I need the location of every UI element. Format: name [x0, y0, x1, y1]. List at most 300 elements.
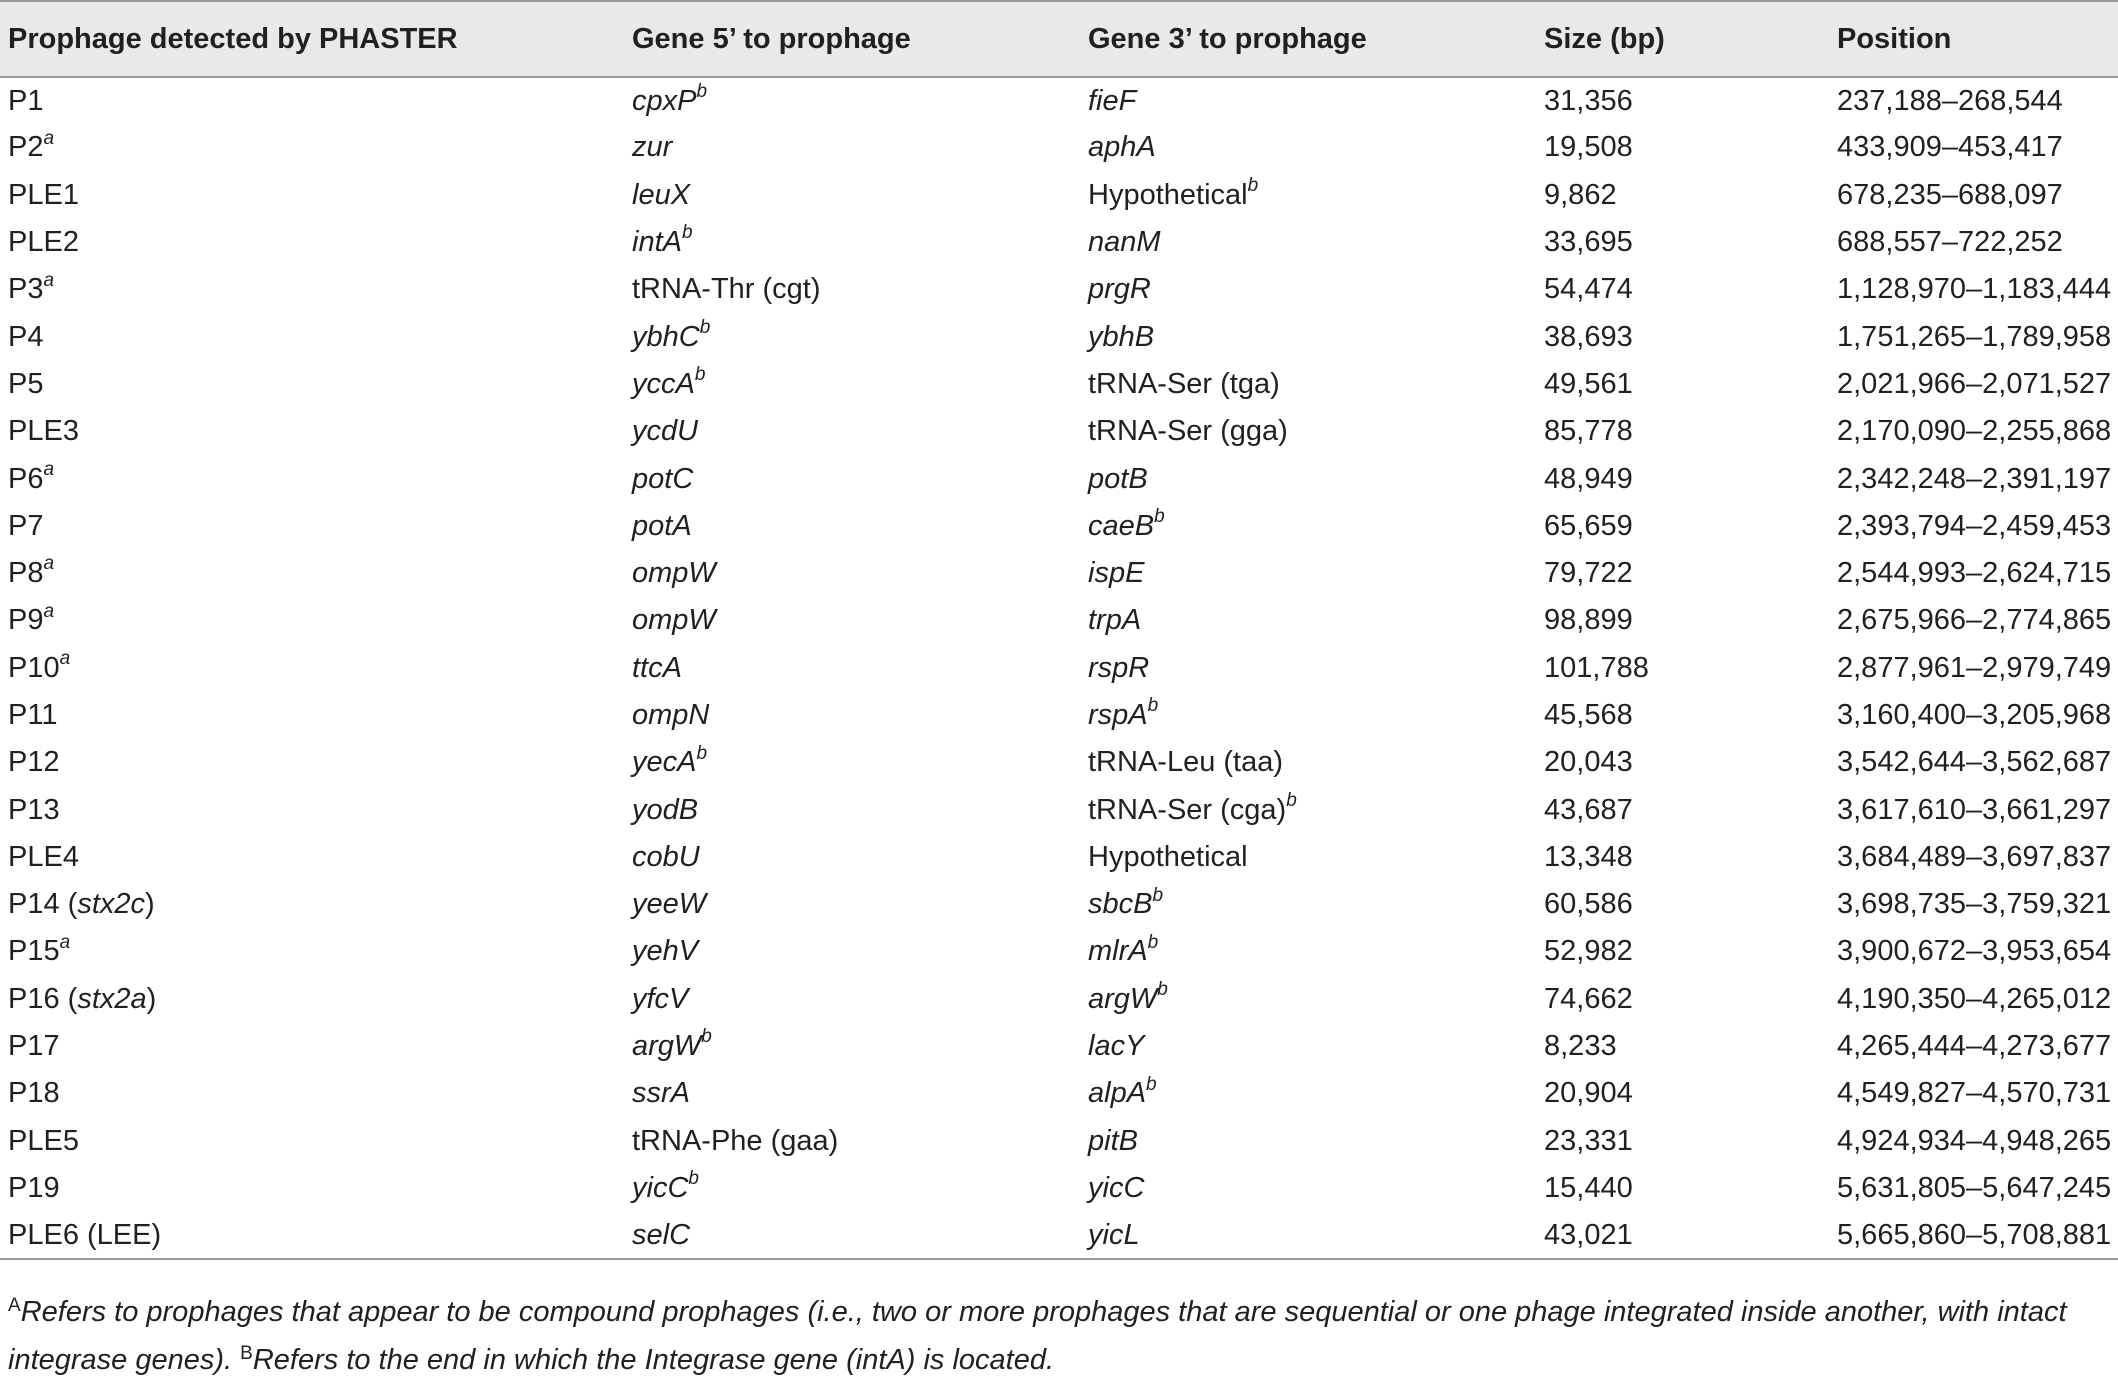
cell-gene-3 — [1080, 172, 1536, 219]
cell-gene-3-text: alpA — [1088, 1077, 1147, 1110]
cell-gene-3-text: tRNA-Ser (gga) — [1088, 415, 1288, 448]
cell-prophage-text: PLE4 — [8, 840, 79, 873]
header-prophage: Prophage detected by PHASTER — [0, 1, 624, 77]
cell-gene-3 — [1080, 361, 1536, 408]
header-gene-3: Gene 3’ to prophage — [1080, 1, 1536, 77]
cell-prophage: P16 (stx2a) — [8, 982, 157, 1015]
table-row — [0, 1165, 2118, 1212]
cell-prophage-text: P9 — [8, 604, 44, 637]
cell-gene-3 — [1080, 124, 1536, 171]
cell-prophage — [0, 1212, 624, 1259]
cell-position-text: 678,235–688,097 — [1837, 178, 2063, 211]
cell-size-text: 23,331 — [1544, 1124, 1633, 1157]
cell-position — [1829, 1023, 2118, 1070]
table-row — [0, 219, 2118, 266]
cell-prophage-text: P14 — [8, 888, 60, 921]
cell-position — [1829, 976, 2118, 1023]
cell-prophage-footnote-mark: a — [59, 931, 71, 953]
cell-prophage-text: PLE2 — [8, 226, 79, 259]
cell-prophage-text: P16 — [8, 982, 60, 1015]
cell-gene-5 — [624, 1023, 1080, 1070]
cell-gene-3-text: aphA — [1088, 131, 1156, 164]
cell-position — [1829, 313, 2118, 360]
cell-gene-3 — [1080, 1212, 1536, 1259]
cell-prophage-note: stx2a — [77, 982, 147, 1015]
cell-position-text: 3,684,489–3,697,837 — [1837, 840, 2112, 873]
cell-gene-5-text: ompW — [632, 557, 716, 590]
cell-size-text: 9,862 — [1544, 178, 1617, 211]
cell-gene-5-text: cpxP — [632, 84, 697, 117]
cell-gene-5 — [624, 786, 1080, 833]
footnote-mark-a: A — [8, 1295, 21, 1316]
cell-gene-3-text: yicL — [1088, 1218, 1140, 1251]
cell-size-text: 85,778 — [1544, 415, 1633, 448]
cell-gene-5-text: ycdU — [632, 415, 699, 448]
cell-gene-3 — [1080, 692, 1536, 739]
table-row — [0, 172, 2118, 219]
cell-position-text: 4,549,827–4,570,731 — [1837, 1077, 2112, 1110]
cell-position-text: 433,909–453,417 — [1837, 131, 2063, 164]
cell-position — [1829, 928, 2118, 975]
cell-prophage — [0, 1070, 624, 1117]
cell-gene-3-text: Hypothetical — [1088, 840, 1248, 873]
header-gene-5: Gene 5’ to prophage — [624, 1, 1080, 77]
cell-prophage — [0, 124, 624, 171]
cell-gene-5 — [624, 1165, 1080, 1212]
cell-position-text: 5,631,805–5,647,245 — [1837, 1171, 2112, 1204]
cell-position-text: 3,160,400–3,205,968 — [1837, 699, 2112, 731]
cell-size-text: 19,508 — [1544, 131, 1633, 164]
table-row — [0, 408, 2118, 455]
cell-position-text: 1,128,970–1,183,444 — [1837, 273, 2112, 306]
cell-gene-3 — [1080, 1165, 1536, 1212]
cell-size-text: 45,568 — [1544, 699, 1633, 731]
cell-position-text: 2,877,961–2,979,749 — [1837, 651, 2112, 684]
cell-prophage — [0, 266, 624, 313]
cell-position — [1829, 77, 2118, 124]
cell-position — [1829, 455, 2118, 502]
table-row — [0, 361, 2118, 408]
table-row — [0, 1212, 2118, 1259]
cell-gene-3-footnote-mark: b — [1152, 884, 1164, 906]
table-row — [0, 313, 2118, 360]
cell-position — [1829, 786, 2118, 833]
table-row — [0, 834, 2118, 881]
cell-gene-5 — [624, 313, 1080, 360]
cell-prophage — [0, 834, 624, 881]
cell-gene-3 — [1080, 77, 1536, 124]
cell-position-text: 4,190,350–4,265,012 — [1837, 982, 2112, 1015]
cell-position — [1829, 408, 2118, 455]
cell-size — [1536, 219, 1829, 266]
cell-gene-3 — [1080, 645, 1536, 692]
cell-size — [1536, 1212, 1829, 1259]
cell-prophage — [0, 313, 624, 360]
cell-position — [1829, 834, 2118, 881]
cell-gene-5-text: ttcA — [632, 651, 682, 684]
cell-size — [1536, 313, 1829, 360]
cell-size — [1536, 881, 1829, 928]
cell-gene-5-text: potC — [632, 462, 694, 495]
table-row — [0, 739, 2118, 786]
cell-size — [1536, 976, 1829, 1023]
cell-size — [1536, 692, 1829, 739]
table-row — [0, 455, 2118, 502]
table-row — [0, 1118, 2118, 1165]
cell-position-text: 2,544,993–2,624,715 — [1837, 557, 2112, 590]
cell-prophage-text: P6 — [8, 462, 44, 495]
cell-size — [1536, 928, 1829, 975]
cell-position — [1829, 881, 2118, 928]
cell-gene-5-footnote-mark: b — [688, 1168, 699, 1190]
cell-gene-3-text: lacY — [1088, 1030, 1145, 1063]
cell-gene-5 — [624, 645, 1080, 692]
cell-size — [1536, 172, 1829, 219]
cell-prophage — [0, 1165, 624, 1212]
cell-gene-3-text: yicC — [1088, 1171, 1145, 1204]
cell-position — [1829, 172, 2118, 219]
cell-size — [1536, 834, 1829, 881]
cell-gene-3-footnote-mark: b — [1147, 931, 1159, 953]
cell-prophage — [0, 172, 624, 219]
cell-size-text: 54,474 — [1544, 273, 1633, 306]
cell-gene-3-footnote-mark: b — [1157, 979, 1168, 1001]
cell-gene-5-text: ompN — [632, 699, 710, 731]
cell-position — [1829, 266, 2118, 313]
cell-gene-5-footnote-mark: b — [701, 1026, 712, 1048]
cell-size — [1536, 1023, 1829, 1070]
cell-prophage-footnote-mark: a — [43, 269, 55, 291]
cell-prophage-text: P18 — [8, 1077, 60, 1110]
cell-gene-5-text: tRNA-Thr (cgt) — [632, 273, 821, 306]
cell-gene-3-footnote-mark: b — [1247, 175, 1259, 197]
cell-gene-3-text: tRNA-Ser (cga) — [1088, 793, 1287, 826]
cell-prophage — [0, 645, 624, 692]
cell-prophage — [0, 550, 624, 597]
table-row — [0, 786, 2118, 833]
cell-prophage-footnote-mark: a — [59, 648, 71, 670]
cell-size — [1536, 361, 1829, 408]
cell-position — [1829, 503, 2118, 550]
cell-position — [1829, 1070, 2118, 1117]
cell-size-text: 60,586 — [1544, 888, 1633, 921]
cell-prophage-footnote-mark: a — [43, 458, 55, 480]
cell-position — [1829, 219, 2118, 266]
cell-gene-5-text: yccA — [632, 367, 695, 400]
table-row — [0, 1023, 2118, 1070]
cell-gene-3-text: rspA — [1088, 699, 1148, 731]
table-row — [0, 1070, 2118, 1117]
cell-gene-5-text: ompW — [632, 604, 716, 637]
cell-size — [1536, 455, 1829, 502]
cell-prophage: P14 (stx2c) — [8, 888, 155, 921]
cell-prophage-text: PLE3 — [8, 415, 79, 448]
cell-gene-5 — [624, 834, 1080, 881]
cell-gene-5-text: intA — [632, 226, 682, 259]
table-row — [0, 503, 2118, 550]
cell-position-text: 1,751,265–1,789,958 — [1837, 320, 2112, 353]
cell-gene-3-text: caeB — [1088, 509, 1155, 542]
cell-position — [1829, 361, 2118, 408]
table-row — [0, 124, 2118, 171]
cell-gene-5 — [624, 266, 1080, 313]
cell-gene-5 — [624, 1212, 1080, 1259]
cell-position-text: 4,924,934–4,948,265 — [1837, 1124, 2112, 1157]
cell-prophage — [0, 928, 624, 975]
cell-gene-5-footnote-mark: b — [681, 222, 693, 244]
cell-prophage — [0, 739, 624, 786]
cell-prophage-text: P19 — [8, 1171, 60, 1204]
cell-size — [1536, 645, 1829, 692]
cell-position-text: 2,170,090–2,255,868 — [1837, 415, 2112, 448]
cell-gene-3-text: Hypothetical — [1088, 178, 1248, 211]
cell-gene-3-text: trpA — [1088, 604, 1142, 637]
table-row — [0, 692, 2118, 739]
cell-gene-3-text: pitB — [1088, 1124, 1138, 1157]
cell-gene-3-text: argW — [1088, 982, 1158, 1015]
footnote-mark-b: B — [240, 1343, 253, 1364]
cell-gene-5 — [624, 172, 1080, 219]
table-row — [0, 550, 2118, 597]
cell-position-text: 3,617,610–3,661,297 — [1837, 793, 2112, 826]
table-row — [0, 928, 2118, 975]
cell-position — [1829, 692, 2118, 739]
cell-gene-5-text: tRNA-Phe (gaa) — [632, 1124, 839, 1157]
cell-size-text: 13,348 — [1544, 840, 1633, 873]
cell-position-text: 3,542,644–3,562,687 — [1837, 746, 2112, 779]
header-row — [0, 1, 2118, 77]
cell-gene-5 — [624, 455, 1080, 502]
cell-prophage-text: P5 — [8, 367, 44, 400]
cell-position-text: 237,188–268,544 — [1837, 84, 2063, 117]
cell-prophage — [0, 455, 624, 502]
cell-size — [1536, 124, 1829, 171]
cell-gene-3-text: tRNA-Ser (tga) — [1088, 367, 1280, 400]
cell-gene-5-text: argW — [632, 1030, 702, 1063]
cell-position — [1829, 1118, 2118, 1165]
cell-gene-5-text: potA — [632, 509, 692, 542]
cell-prophage-text: PLE1 — [8, 178, 79, 211]
cell-prophage — [0, 1023, 624, 1070]
cell-prophage-footnote-mark: a — [43, 553, 55, 575]
cell-gene-5-text: cobU — [632, 840, 700, 873]
cell-gene-3-text: ybhB — [1088, 320, 1155, 353]
cell-prophage-text: P7 — [8, 509, 44, 542]
cell-gene-5-footnote-mark: b — [694, 364, 706, 386]
cell-size-text: 74,662 — [1544, 982, 1633, 1015]
cell-size — [1536, 597, 1829, 644]
cell-gene-3 — [1080, 928, 1536, 975]
cell-gene-5-footnote-mark: b — [696, 80, 708, 102]
cell-size-text: 49,561 — [1544, 367, 1633, 400]
cell-size — [1536, 503, 1829, 550]
cell-size-text: 79,722 — [1544, 557, 1633, 590]
cell-size-text: 98,899 — [1544, 604, 1633, 637]
cell-gene-3 — [1080, 1023, 1536, 1070]
cell-gene-5-text: selC — [632, 1218, 691, 1251]
cell-gene-3 — [1080, 503, 1536, 550]
cell-gene-5 — [624, 503, 1080, 550]
cell-prophage — [0, 692, 624, 739]
table-row — [0, 266, 2118, 313]
cell-gene-3 — [1080, 1118, 1536, 1165]
cell-gene-5-text: zur — [632, 131, 673, 164]
table-footnote — [8, 1285, 2108, 1381]
cell-gene-5 — [624, 976, 1080, 1023]
cell-gene-3-text: fieF — [1088, 84, 1137, 117]
cell-prophage-text: P4 — [8, 320, 44, 353]
cell-gene-3-text: tRNA-Leu (taa) — [1088, 746, 1284, 779]
cell-gene-5-text: yfcV — [632, 982, 689, 1015]
cell-prophage — [0, 1118, 624, 1165]
cell-gene-5 — [624, 408, 1080, 455]
table-body — [0, 77, 2118, 1259]
cell-gene-3-footnote-mark: b — [1286, 789, 1297, 811]
cell-size — [1536, 739, 1829, 786]
cell-gene-5 — [624, 1118, 1080, 1165]
cell-prophage — [0, 408, 624, 455]
cell-prophage-text: P17 — [8, 1030, 60, 1063]
cell-gene-5-text: yehV — [632, 935, 699, 968]
cell-gene-3-text: ispE — [1088, 557, 1145, 590]
cell-prophage-text: P3 — [8, 273, 44, 306]
cell-size-text: 38,693 — [1544, 320, 1633, 353]
cell-gene-3 — [1080, 786, 1536, 833]
cell-position — [1829, 739, 2118, 786]
cell-size-text: 33,695 — [1544, 226, 1633, 259]
cell-prophage-text: P10 — [8, 651, 60, 684]
cell-prophage-footnote-mark: a — [43, 127, 55, 149]
cell-size — [1536, 786, 1829, 833]
cell-gene-5 — [624, 928, 1080, 975]
cell-prophage — [0, 503, 624, 550]
cell-position-text: 4,265,444–4,273,677 — [1837, 1030, 2112, 1063]
cell-position — [1829, 124, 2118, 171]
cell-prophage-text: P13 — [8, 793, 60, 826]
cell-size-text: 15,440 — [1544, 1171, 1633, 1204]
table-row — [0, 77, 2118, 124]
cell-gene-3-text: rspR — [1088, 651, 1150, 684]
cell-gene-5 — [624, 881, 1080, 928]
cell-gene-3 — [1080, 266, 1536, 313]
cell-gene-5 — [624, 219, 1080, 266]
cell-gene-5-text: yeeW — [632, 888, 707, 921]
cell-size — [1536, 408, 1829, 455]
cell-gene-5-text: yodB — [632, 793, 699, 826]
cell-size-text: 43,021 — [1544, 1218, 1633, 1251]
cell-gene-3 — [1080, 739, 1536, 786]
cell-size-text: 52,982 — [1544, 935, 1633, 968]
cell-gene-3-footnote-mark: b — [1147, 695, 1159, 717]
cell-position-text: 2,393,794–2,459,453 — [1837, 509, 2112, 542]
cell-prophage — [0, 361, 624, 408]
cell-size — [1536, 266, 1829, 313]
cell-gene-3-text: prgR — [1088, 273, 1151, 306]
cell-gene-3 — [1080, 881, 1536, 928]
cell-prophage — [0, 597, 624, 644]
cell-gene-5-footnote-mark: b — [699, 316, 711, 338]
cell-gene-5-text: ssrA — [632, 1077, 690, 1110]
cell-prophage-note: stx2c — [77, 888, 146, 921]
header-size: Size (bp) — [1536, 1, 1829, 77]
cell-prophage-text: PLE5 — [8, 1124, 79, 1157]
table-header — [0, 1, 2118, 77]
cell-position — [1829, 1212, 2118, 1259]
cell-prophage-text: P15 — [8, 935, 60, 968]
cell-gene-3 — [1080, 834, 1536, 881]
cell-prophage-text: P2 — [8, 131, 44, 164]
cell-prophage-text: P11 — [8, 699, 58, 731]
table-row — [0, 597, 2118, 644]
cell-gene-3-text: potB — [1088, 462, 1148, 495]
cell-gene-5 — [624, 361, 1080, 408]
cell-size-text: 43,687 — [1544, 793, 1633, 826]
table-row — [0, 881, 2118, 928]
cell-gene-5 — [624, 692, 1080, 739]
cell-gene-3-text: mlrA — [1088, 935, 1148, 968]
cell-position — [1829, 597, 2118, 644]
cell-gene-3-footnote-mark: b — [1146, 1073, 1157, 1095]
cell-prophage — [0, 219, 624, 266]
cell-gene-5-footnote-mark: b — [696, 742, 708, 764]
cell-size — [1536, 1165, 1829, 1212]
cell-gene-5 — [624, 550, 1080, 597]
cell-size-text: 8,233 — [1544, 1030, 1617, 1063]
table-row — [0, 976, 2118, 1023]
cell-gene-3 — [1080, 408, 1536, 455]
cell-position — [1829, 1165, 2118, 1212]
cell-size — [1536, 77, 1829, 124]
cell-gene-5 — [624, 124, 1080, 171]
cell-size-text: 31,356 — [1544, 84, 1633, 117]
cell-position — [1829, 550, 2118, 597]
cell-size-text: 20,043 — [1544, 746, 1633, 779]
footnote-text-b: Refers to the end in which the Integrase gene (intA) is located. — [252, 1344, 1055, 1376]
cell-position-text: 5,665,860–5,708,881 — [1837, 1218, 2112, 1251]
cell-prophage — [0, 786, 624, 833]
cell-gene-3 — [1080, 976, 1536, 1023]
cell-prophage-text: PLE6 (LEE) — [8, 1218, 162, 1251]
cell-gene-5-text: yicC — [632, 1171, 689, 1204]
cell-size — [1536, 1118, 1829, 1165]
cell-prophage-footnote-mark: a — [43, 600, 55, 622]
cell-prophage-text: P1 — [8, 84, 44, 117]
cell-size — [1536, 550, 1829, 597]
table-row — [0, 645, 2118, 692]
cell-position — [1829, 645, 2118, 692]
cell-gene-5 — [624, 77, 1080, 124]
cell-gene-3-text: sbcB — [1088, 888, 1153, 921]
cell-size-text: 65,659 — [1544, 509, 1633, 542]
cell-gene-3 — [1080, 455, 1536, 502]
cell-gene-5 — [624, 597, 1080, 644]
cell-prophage-text: P8 — [8, 557, 44, 590]
cell-size — [1536, 1070, 1829, 1117]
cell-gene-5-text: ybhC — [632, 320, 700, 353]
cell-position-text: 2,021,966–2,071,527 — [1837, 367, 2112, 400]
cell-prophage-text: P12 — [8, 746, 60, 779]
cell-size-text: 20,904 — [1544, 1077, 1633, 1110]
cell-gene-3-text: nanM — [1088, 226, 1161, 259]
cell-gene-3 — [1080, 1070, 1536, 1117]
cell-gene-3 — [1080, 597, 1536, 644]
cell-gene-3 — [1080, 313, 1536, 360]
cell-position-text: 3,900,672–3,953,654 — [1837, 935, 2112, 968]
cell-position-text: 3,698,735–3,759,321 — [1837, 888, 2112, 921]
cell-gene-5 — [624, 739, 1080, 786]
cell-gene-5-text: yecA — [632, 746, 697, 779]
cell-position-text: 2,342,248–2,391,197 — [1837, 462, 2112, 495]
